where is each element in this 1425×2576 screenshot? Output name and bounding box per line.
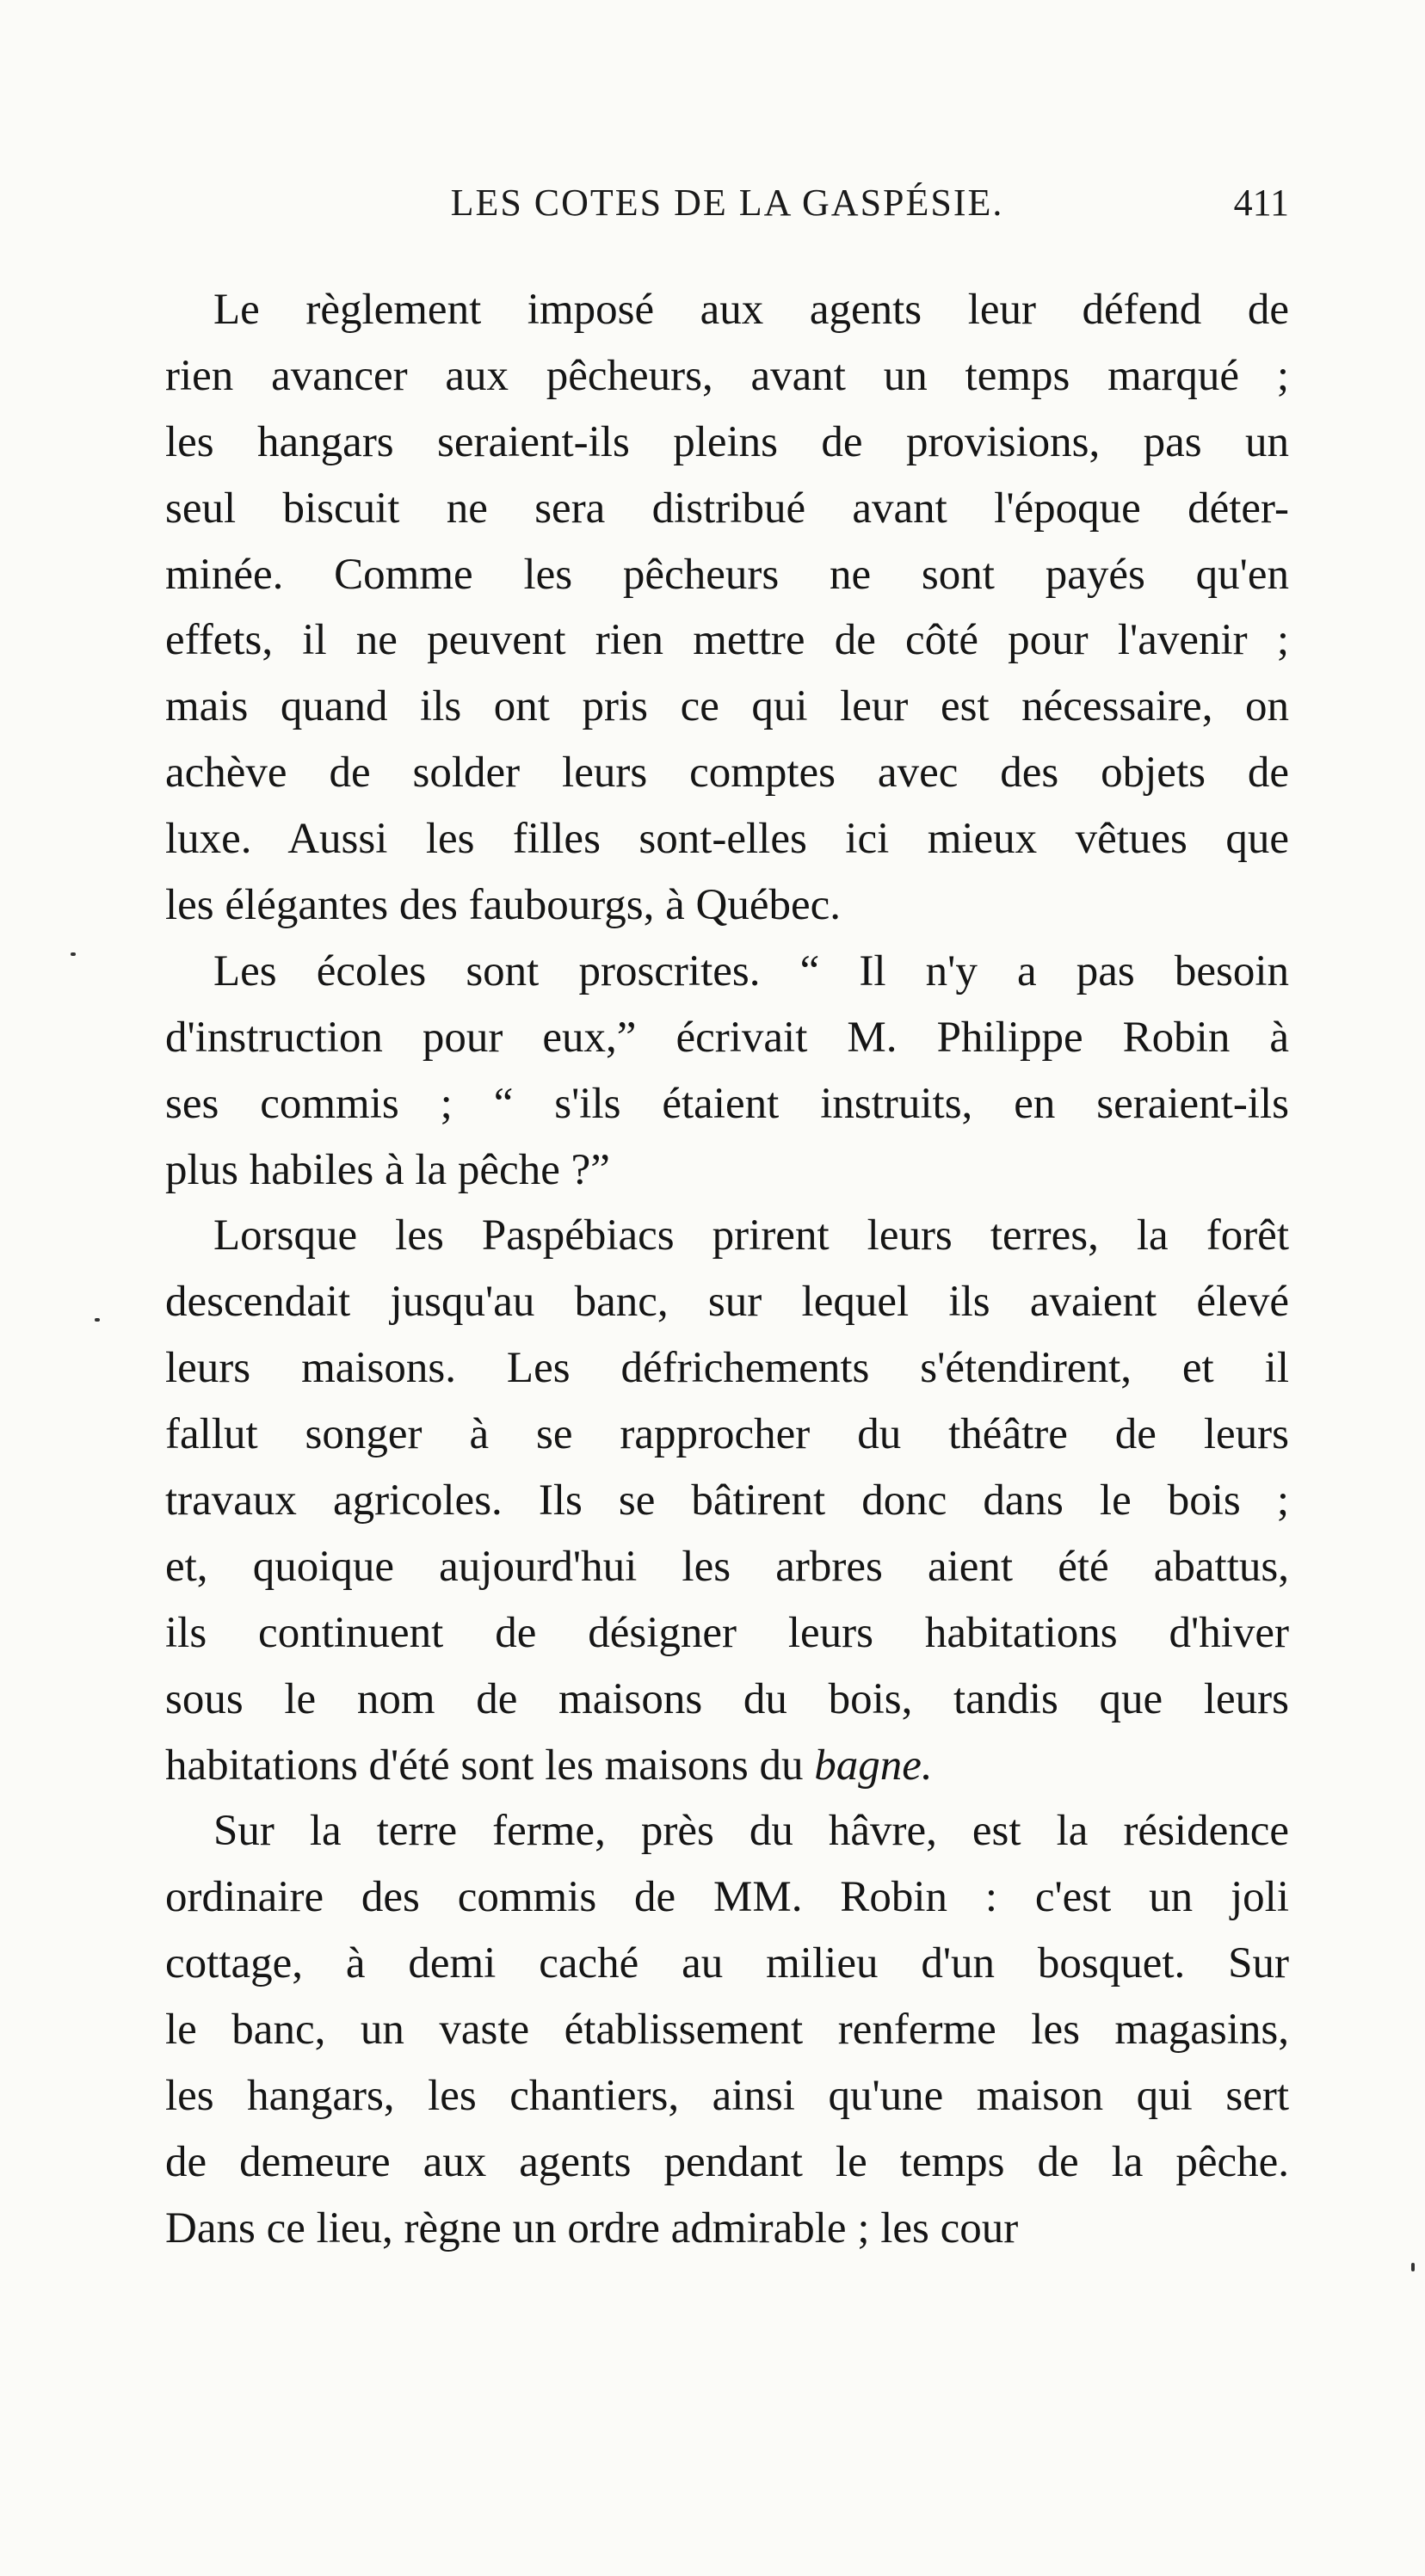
running-title: LES COTES DE LA GASPÉSIE. <box>450 182 1004 224</box>
margin-speck <box>1411 2263 1415 2271</box>
text-line: et, quoique aujourd'hui les arbres aient été abattus, <box>165 1542 1289 1591</box>
text-line: ordinaire des commis de MM. Robin : c'est un joli <box>165 1873 1289 1922</box>
text-line: les hangars seraient-ils pleins de provisions, pas un <box>165 417 1289 466</box>
text-line: le banc, un vaste établissement renferme les magasins, <box>165 2006 1289 2055</box>
text-line: rien avancer aux pêcheurs, avant un temps marqué ; <box>165 351 1289 400</box>
text-line: luxe. Aussi les filles sont-elles ici mieux vêtues que <box>165 815 1289 864</box>
text-line: minée. Comme les pêcheurs ne sont payés qu'en <box>165 550 1289 599</box>
text-line: fallut songer à se rapprocher du théâtre de leurs <box>165 1410 1289 1459</box>
text-line: effets, il ne peuvent rien mettre de côté pour l'avenir ; <box>165 616 1289 665</box>
margin-speck <box>95 1318 100 1322</box>
text-line: d'instruction pour eux,” écrivait M. Philippe Robin à <box>165 1013 1289 1062</box>
text-line: Lorsque les Paspébiacs prirent leurs terres, la forêt <box>213 1211 1289 1260</box>
text-line: les élégantes des faubourgs, à Québec. <box>165 881 842 930</box>
text-line: ils continuent de désigner leurs habitations d'hiver <box>165 1608 1289 1657</box>
running-header <box>165 177 1289 229</box>
text-line: plus habiles à la pêche ?” <box>165 1145 610 1194</box>
page-number: 411 <box>1233 182 1289 224</box>
text-line: travaux agricoles. Ils se bâtirent donc dans le bois ; <box>165 1476 1289 1525</box>
text-line: achève de solder leurs comptes avec des objets de <box>165 749 1289 798</box>
text-line: les hangars, les chantiers, ainsi qu'une maison qui sert <box>165 2072 1289 2121</box>
text-line: Le règlement imposé aux agents leur défend de <box>213 286 1289 334</box>
text-line: Les écoles sont proscrites. “ Il n'y a pas besoin <box>213 946 1289 995</box>
text-line: mais quand ils ont pris ce qui leur est nécessaire, on <box>165 682 1289 731</box>
text-line: ses commis ; “ s'ils étaient instruits, en seraient-ils <box>165 1079 1289 1128</box>
text-line: Sur la terre ferme, près du hâvre, est la résidence <box>213 1807 1289 1856</box>
text-line-with-italic <box>165 1733 1289 1799</box>
text-line: sous le nom de maisons du bois, tandis que leurs <box>165 1674 1289 1723</box>
text-line: descendait jusqu'au banc, sur lequel ils avaient élevé <box>165 1278 1289 1327</box>
text-span: habitations d'été sont les maisons du <box>165 1741 804 1790</box>
text-line: Dans ce lieu, règne un ordre admirable ; les cour <box>165 2203 1019 2252</box>
text-line: leurs maisons. Les défrichements s'étendirent, et il <box>165 1344 1289 1393</box>
margin-speck <box>71 952 76 956</box>
text-line: seul biscuit ne sera distribué avant l'époque déter- <box>165 484 1289 533</box>
text-line: de demeure aux agents pendant le temps de la pêche. <box>165 2137 1289 2186</box>
italic-word: bagne. <box>814 1741 933 1790</box>
text-body <box>165 277 1289 2262</box>
text-line: cottage, à demi caché au milieu d'un bosquet. Sur <box>165 1939 1289 1988</box>
